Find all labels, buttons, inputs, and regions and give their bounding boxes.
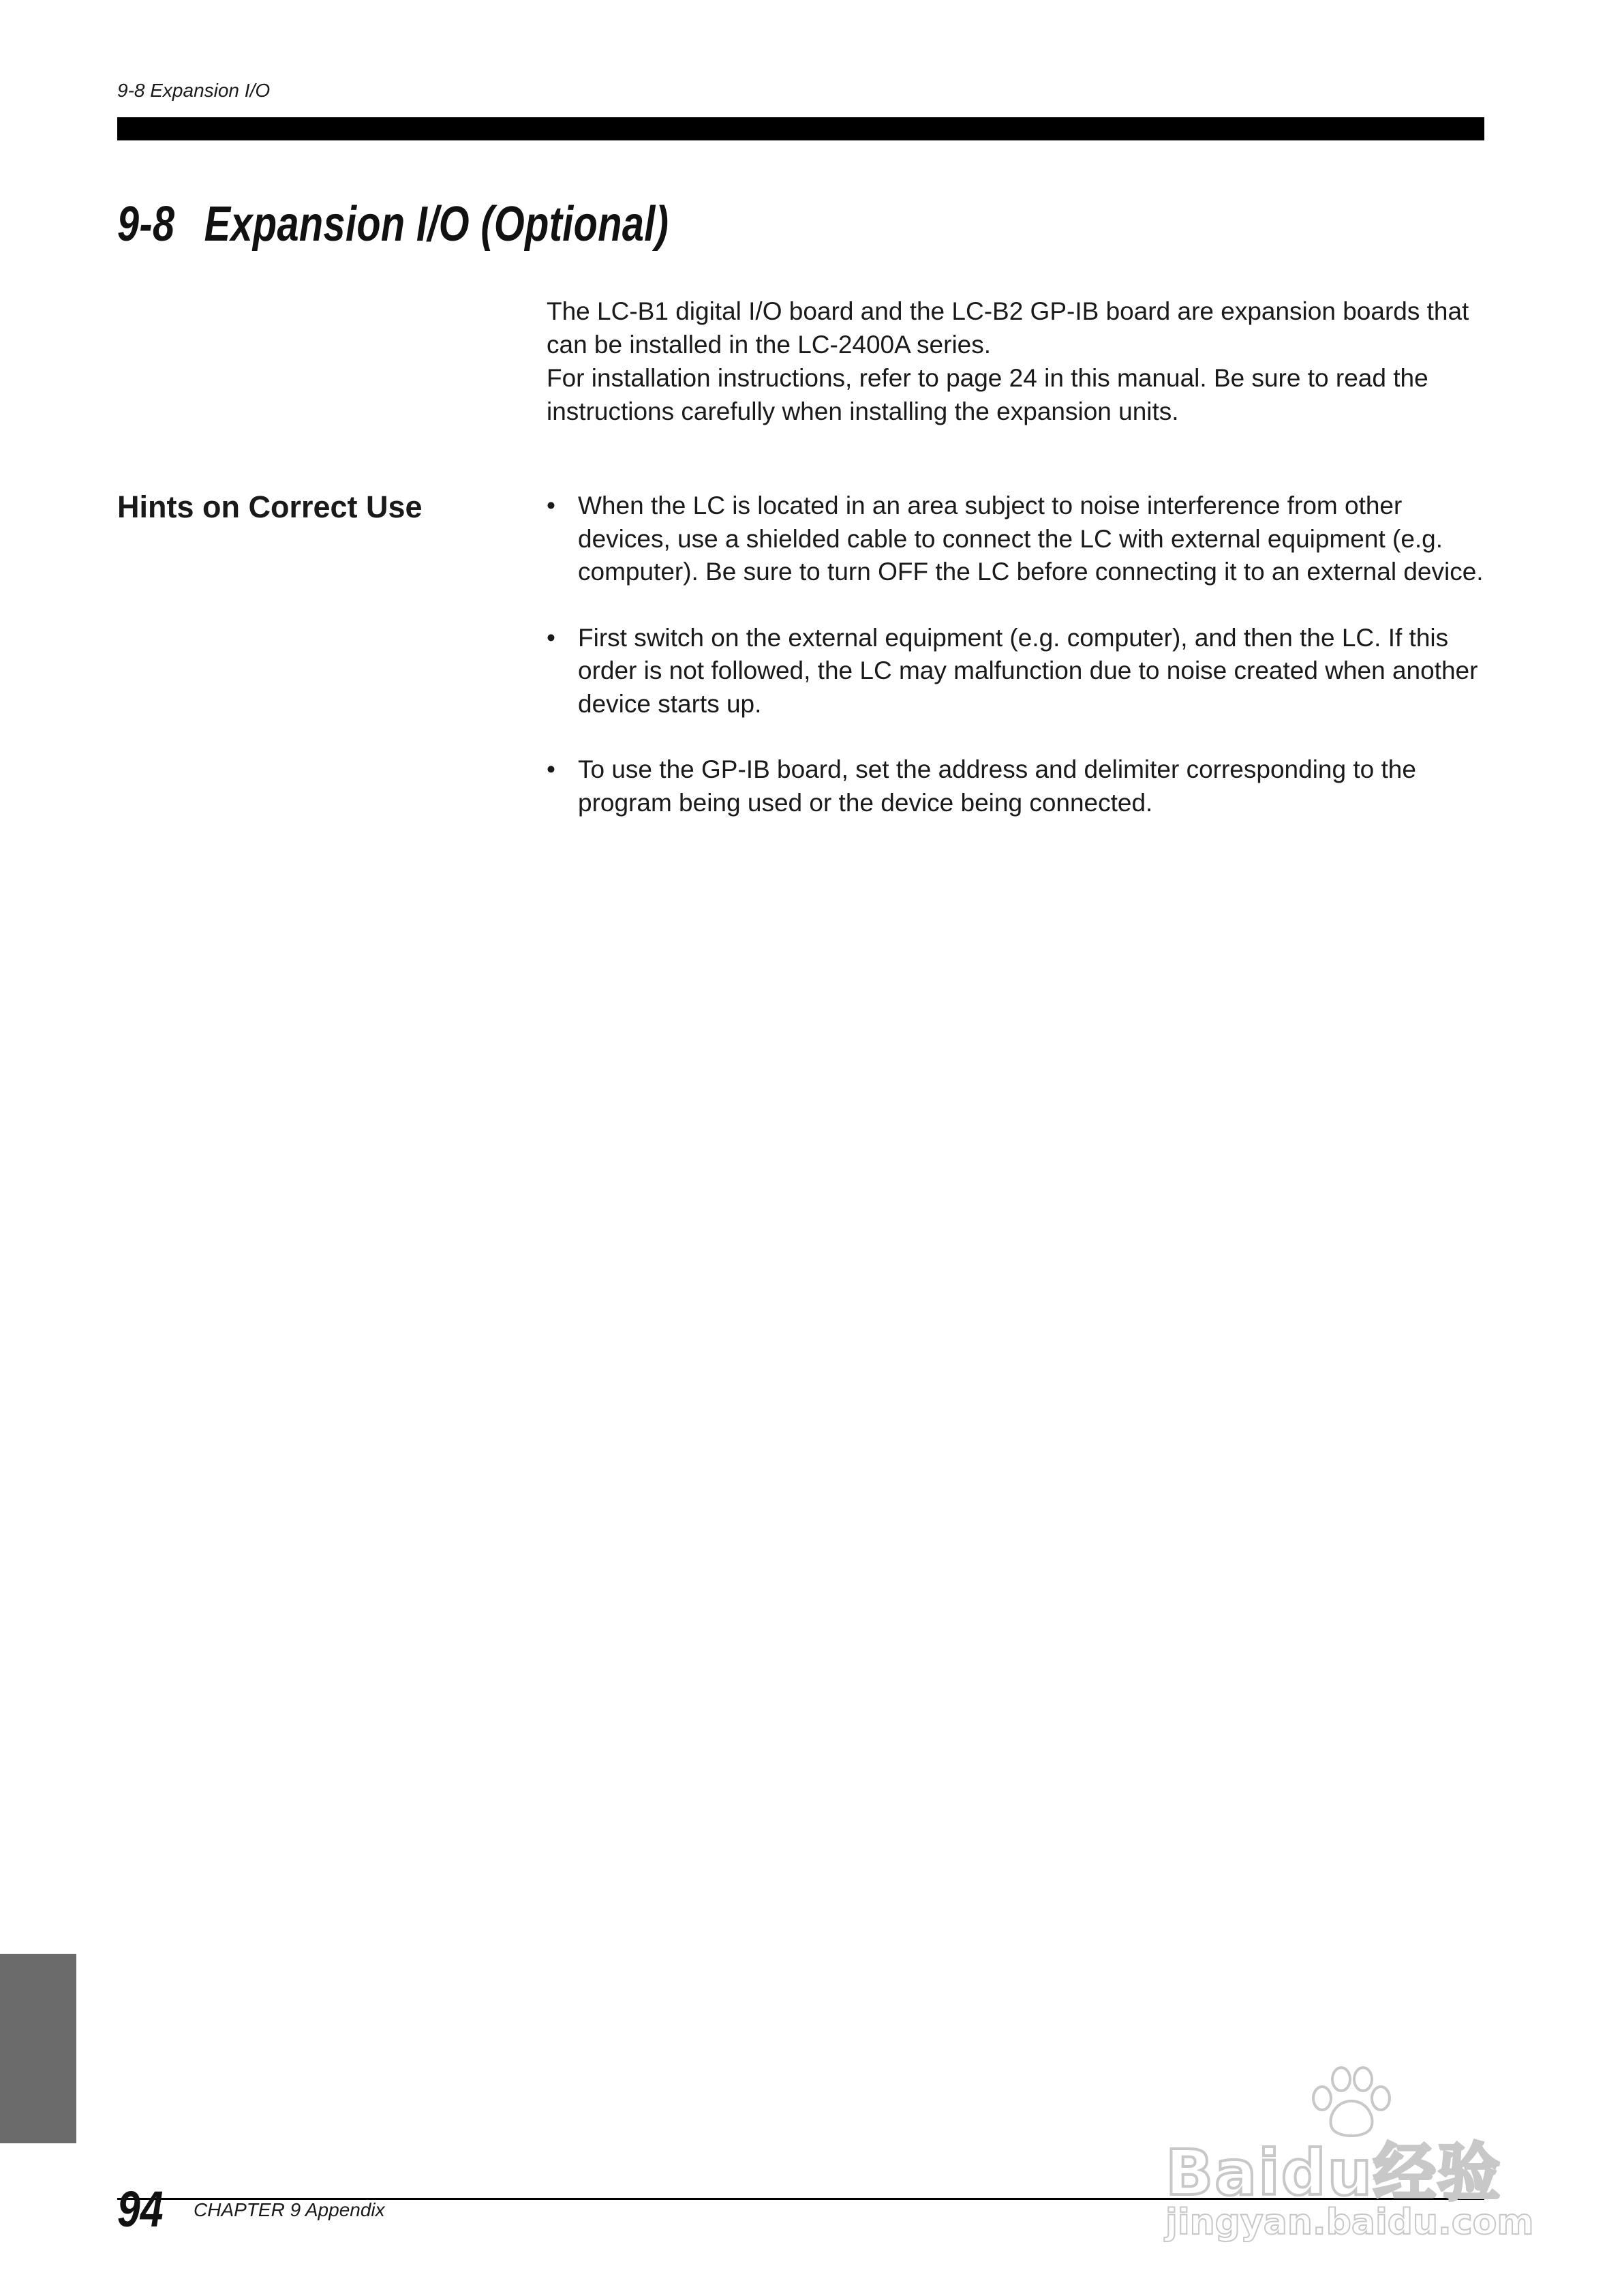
intro-paragraph: The LC-B1 digital I/O board and the LC-B2 GP-IB board are expansion boards that can be installed in the LC-2400A series.: [547, 297, 1469, 359]
hint-item: [547, 753, 1487, 819]
page-number: 94: [117, 2181, 164, 2237]
section-number: 9-8: [117, 197, 175, 252]
hint-text: When the LC is located in an area subject to noise interference from other devices, use a shielded cable to connect the LC with external equipment (e.g. computer). Be sure to turn OFF the LC before connecting it to an external device.: [578, 492, 1484, 586]
bullet-icon: •: [547, 623, 555, 652]
hint-text: First switch on the external equipment (e.g. computer), and then the LC. If this order is not followed, the LC may malfunction due to noise created when another device starts up.: [578, 623, 1478, 718]
hint-text: To use the GP-IB board, set the address and delimiter corresponding to the program being used or the device being connected.: [578, 755, 1416, 817]
intro-text: [547, 294, 1480, 428]
hints-heading: Hints on Correct Use: [117, 489, 423, 524]
intro-paragraph: For installation instructions, refer to page 24 in this manual. Be sure to read the instructions carefully when installing the expansion units.: [547, 364, 1428, 425]
baidu-watermark: [1159, 2066, 1540, 2243]
bullet-icon: •: [547, 492, 555, 519]
header-bar: [117, 117, 1484, 140]
chapter-label: CHAPTER 9 Appendix: [194, 2199, 385, 2220]
bullet-icon: •: [547, 755, 555, 783]
hints-list: [547, 489, 1487, 852]
hint-item: [547, 489, 1487, 589]
running-head: 9-8 Expansion I/O: [117, 80, 271, 101]
section-title-text: Expansion I/O (Optional): [204, 197, 669, 252]
watermark-main-text: Baidu经验: [1165, 2136, 1502, 2209]
watermark-sub-text: jingyan.baidu.com: [1165, 2202, 1534, 2243]
section-title: [117, 196, 669, 252]
chapter-side-tab: [0, 1954, 76, 2143]
hint-item: [547, 622, 1487, 721]
